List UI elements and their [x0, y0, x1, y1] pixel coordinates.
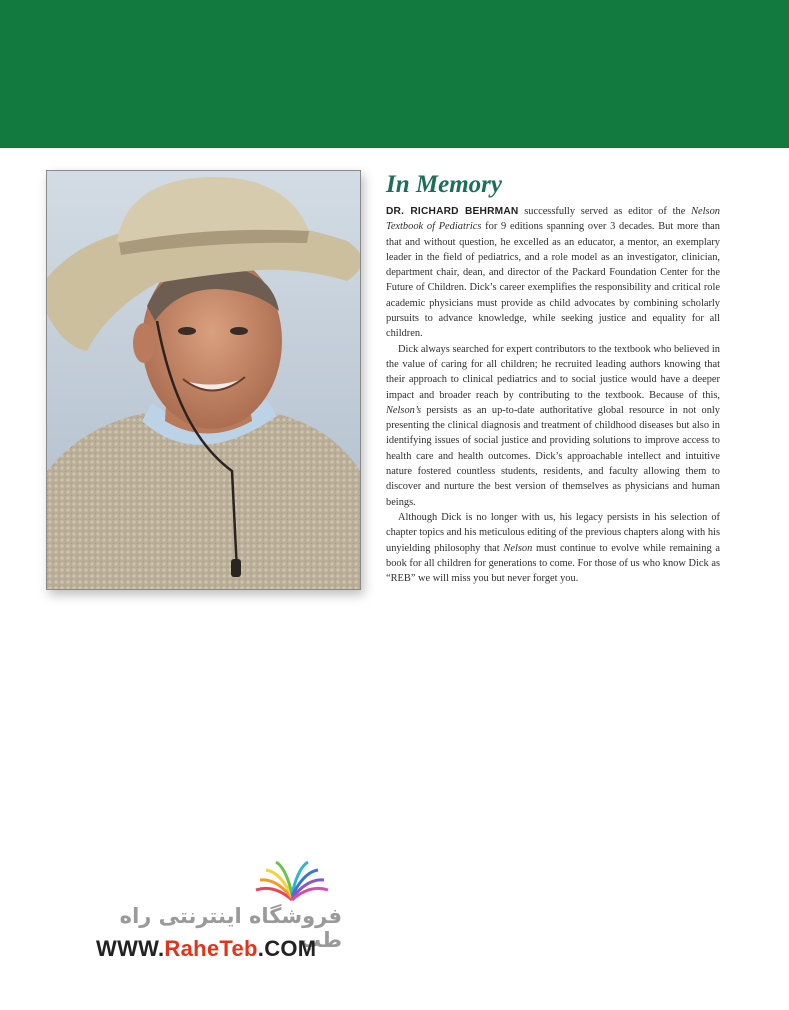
book-title: Nelson Textbook of Pediatrics: [386, 206, 720, 233]
memorial-heading: In Memory: [386, 171, 502, 198]
honoree-name: DR. RICHARD BEHRMAN: [386, 206, 519, 217]
paragraph-2-text-a: Dick always searched for expert contributors to the textbook who believed in the value of caring for all children; he recruited leading authors knowing that their approach to clinical pediatrics and to social justice would have a deeper impact and broader reach by contributing to the textbook. Because of this,: [386, 343, 720, 401]
header-band: [0, 0, 789, 148]
portrait-illustration: [47, 171, 360, 589]
book-title-possessive: Nelson’s: [386, 404, 422, 416]
portrait-photo: [46, 170, 361, 590]
memorial-section: [386, 170, 720, 586]
paragraph-2-text-b: persists as an up-to-date authoritative global resource in not only presenting the clinical diagnosis and treatment of childhood diseases but also in identifying issues of social justice and providing solutions to improve access to health care and health outcomes. Dick’s approachable intellect and intuitive nature fostered countless students, residents, and faculty allowing them to discover and nurture the best version of themselves as physicians and human beings.: [386, 404, 720, 508]
url-prefix: WWW.: [96, 936, 165, 961]
memorial-paragraph-1: [386, 204, 720, 342]
watermark-logo: [92, 860, 342, 965]
watermark-url: [96, 936, 342, 962]
paragraph-1-text-a: successfully served as editor of the: [518, 206, 692, 217]
url-brand: RaheTeb: [164, 936, 258, 961]
open-book-rainbow-icon: [252, 860, 332, 904]
watermark-persian-text: فروشگاه اینترنتی راه طب: [119, 904, 342, 952]
paragraph-1-text-b: for 9 editions spanning over 3 decades. But more than that and without question, he excelled as an educator, a mentor, an exemplary leader in the field of pediatrics, and a role model as an investigator, clinician, department chair, dean, and director of the Packard Foundation Center for the Future of Children. Dick’s career exemplifies the responsibility and critical role academic physicians must provide as child advocates by combining scholarly pursuits to advance knowledge, while seeking justice and equality for all children.: [386, 221, 720, 340]
paragraph-3-text-a: Although Dick is no longer with us, his legacy persists in his selection of chapter topics and his meticulous editing of the previous chapters along with his unyielding philosophy that: [386, 511, 720, 554]
paragraph-3-text-b: must continue to evolve while remaining a book for all children for generations to come. For those of us who know Dick as “REB” we will miss you but never forget you.: [386, 542, 720, 585]
url-suffix: .COM: [257, 936, 317, 961]
book-title-short: Nelson: [503, 542, 533, 554]
memorial-paragraph-2: [386, 342, 720, 510]
memorial-paragraph-3: [386, 510, 720, 586]
